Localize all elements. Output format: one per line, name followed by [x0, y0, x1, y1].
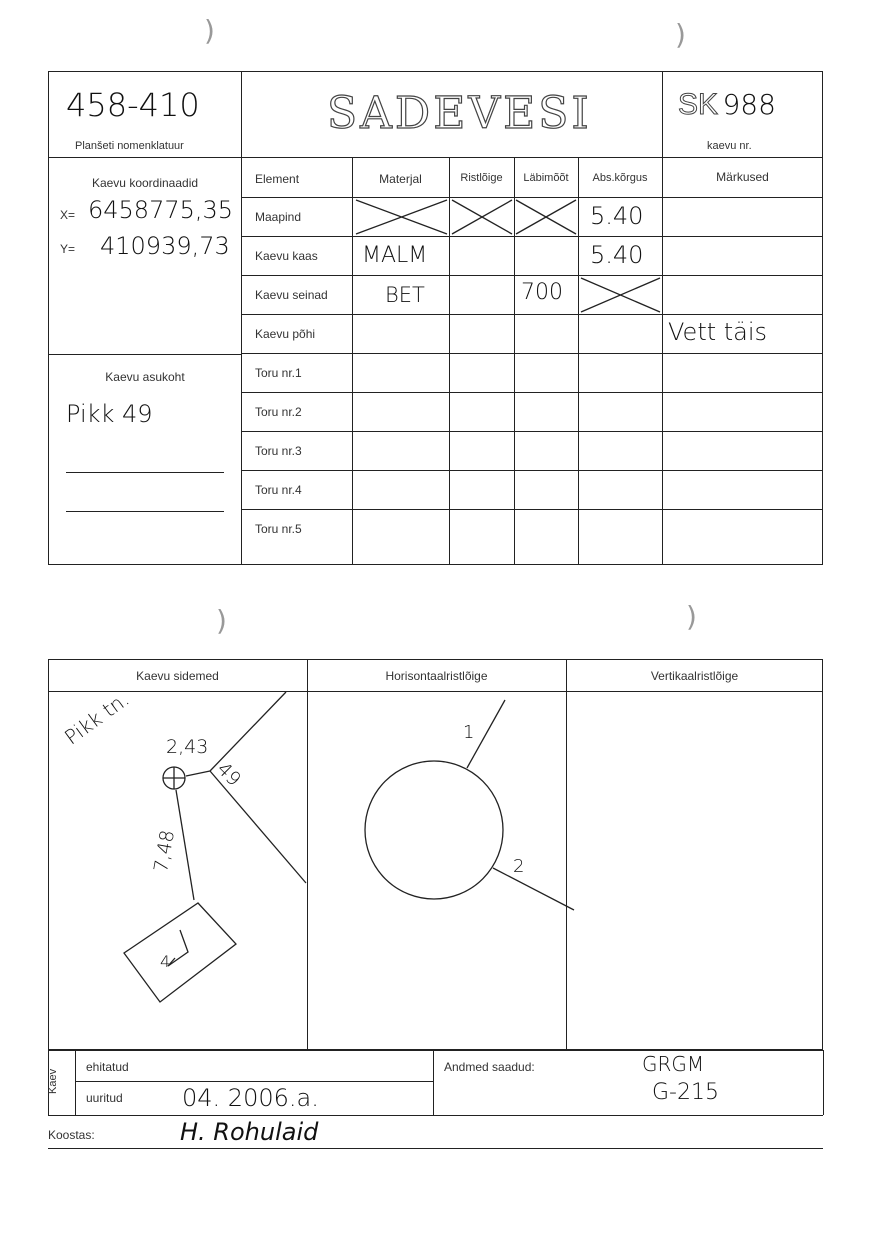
manhole-cross-icon [163, 767, 185, 789]
andmed-value-2: G-215 [652, 1080, 719, 1105]
house-outline [124, 903, 236, 1002]
y-value: 410939,73 [100, 232, 230, 260]
cell-abs-maapind: 5.40 [590, 202, 644, 230]
col-header-labimoot: Läbimõõt [523, 172, 569, 184]
sketch-header-horisontaal: Horisontaalristlõige [385, 669, 488, 683]
table-row: Kaevu seinad [255, 288, 328, 302]
table-row: Maapind [255, 210, 302, 224]
page-title: SADEVESI [327, 88, 592, 139]
distance-1: 2,43 [166, 736, 209, 758]
pipe-1-label: 1 [463, 722, 475, 743]
footer-side-label: Kaev [47, 1068, 59, 1094]
planset-value: 458-410 [66, 86, 200, 124]
cell-markused-pohi: Vett täis [668, 318, 768, 346]
coords-label: Kaevu koordinaadid [91, 176, 199, 190]
sketch-header-sidemed: Kaevu sidemed [136, 669, 219, 683]
col-header-element: Element [255, 172, 300, 186]
table-row: Kaevu kaas [255, 249, 318, 263]
kaevu-nr-label: kaevu nr. [707, 140, 752, 152]
street-label: Pikk tn. [60, 686, 134, 750]
punch-hole-icon: ) [675, 18, 686, 51]
location-label: Kaevu asukoht [105, 370, 185, 384]
table-row: Toru nr.1 [255, 366, 302, 380]
x-label: X= [60, 208, 76, 222]
y-label: Y= [60, 242, 76, 256]
pipe-2-label: 2 [513, 856, 525, 877]
house-arrow [168, 930, 188, 966]
cell-labimoot-seinad: 700 [521, 280, 563, 305]
andmed-value-1: GRGM [642, 1052, 705, 1076]
cell-abs-kaas: 5.40 [590, 241, 644, 269]
distance-2: 7,48 [150, 828, 180, 874]
cell-material-seinad: BET [385, 283, 425, 307]
table-row: Toru nr.4 [255, 483, 302, 497]
kaevu-nr-value: 988 [722, 88, 776, 121]
uuritud-label: uuritud [86, 1091, 123, 1105]
cell-material-kaas: MALM [362, 243, 428, 268]
punch-hole-icon: ) [216, 604, 227, 637]
uuritud-value: 04. 2006.a. [182, 1084, 319, 1112]
col-header-markused: Märkused [716, 170, 769, 184]
x-value: 6458775,35 [88, 196, 234, 224]
location-value: Pikk 49 [66, 400, 153, 428]
col-header-abs: Abs.kõrgus [592, 172, 648, 184]
manhole-circle [365, 761, 503, 899]
planset-label: Planšeti nomenklatuur [75, 140, 184, 152]
andmed-label: Andmed saadud: [444, 1060, 535, 1074]
table-row: Toru nr.2 [255, 405, 302, 419]
table-row: Kaevu põhi [255, 327, 316, 341]
kaevu-nr-prefix: SK [678, 88, 719, 121]
koostas-value: H. Rohulaid [180, 1118, 319, 1146]
col-header-ristloige: Ristlõige [460, 172, 503, 184]
punch-hole-icon: ) [204, 14, 215, 47]
koostas-label: Koostas: [48, 1128, 95, 1142]
table-row: Toru nr.3 [255, 444, 302, 458]
house-mark: 4 [160, 952, 171, 971]
punch-hole-icon: ) [686, 600, 697, 633]
sketch-header-vertikaal: Vertikaalristlõige [650, 669, 739, 683]
table-row: Toru nr.5 [255, 522, 302, 536]
col-header-materjal: Materjal [379, 172, 422, 186]
house-number: 49 [212, 758, 246, 791]
ehitatud-label: ehitatud [86, 1060, 129, 1074]
